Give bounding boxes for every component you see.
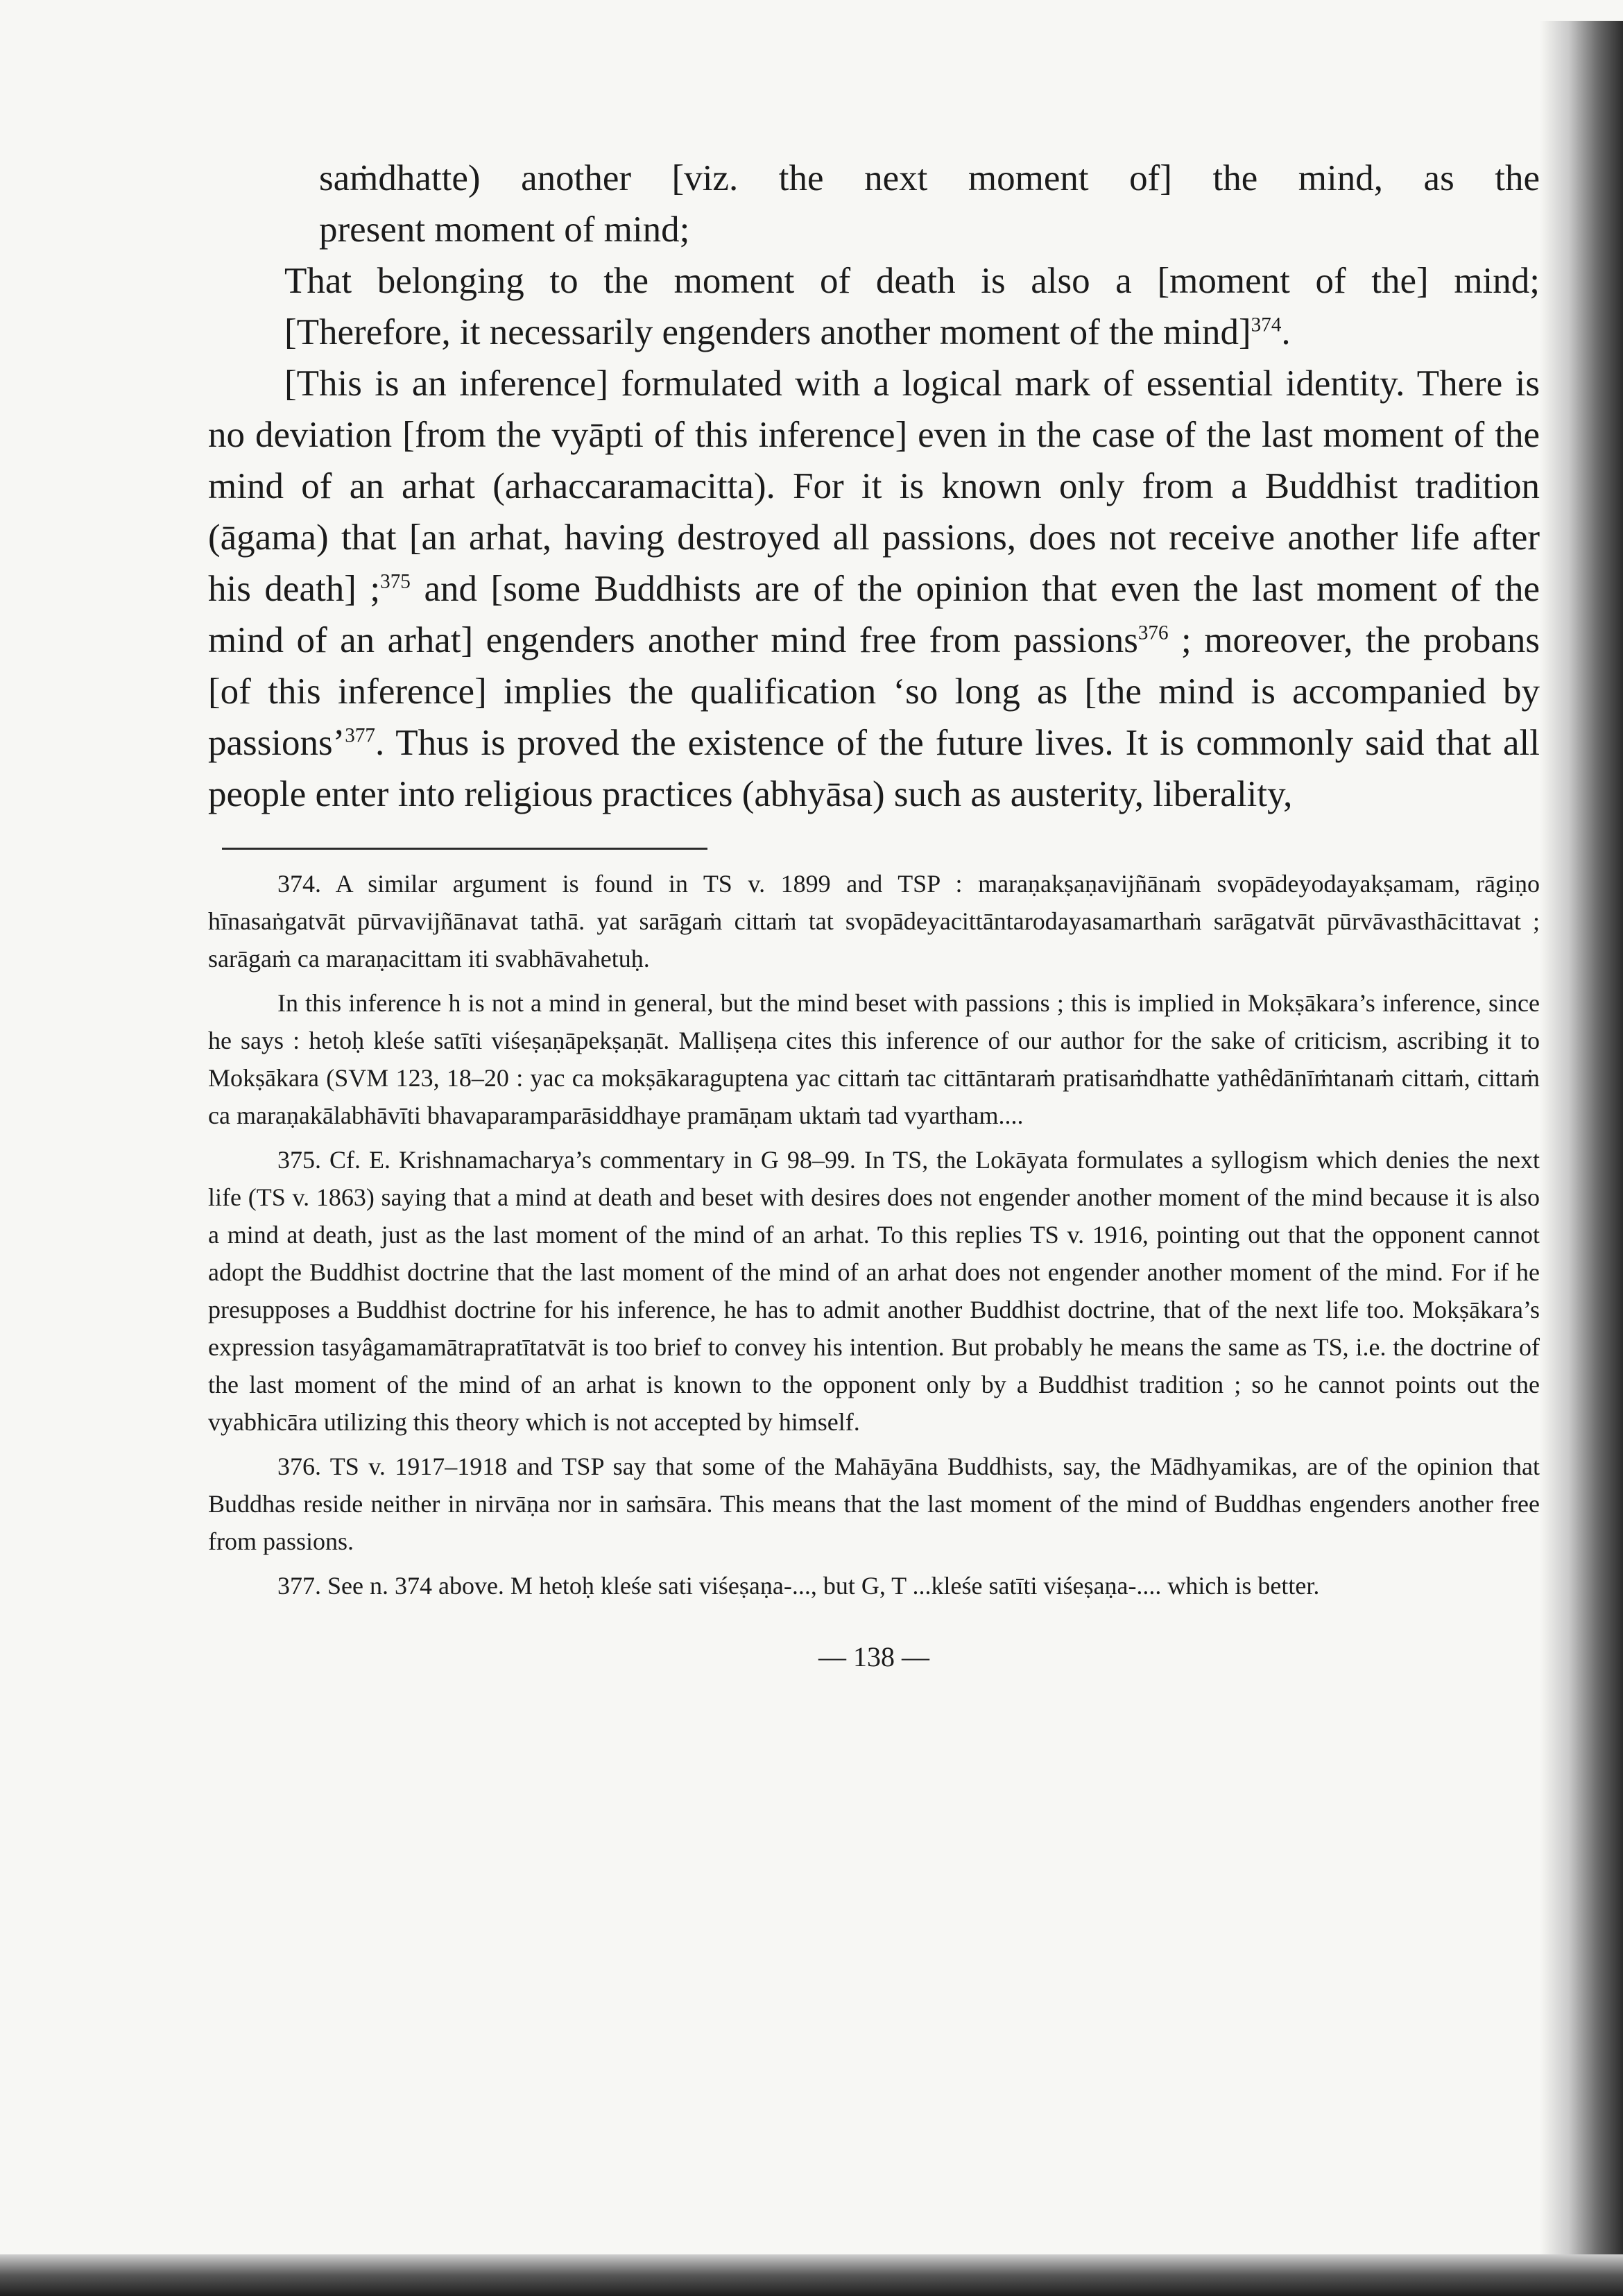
footnote-375: 375. Cf. E. Krishnamacharya’s commentary in G 98–99. In TS, the Lokāyata formulates a syllogism which denies the next life (TS v. 1863) saying that a mind at death and beset with desires does not engender another moment of the mind because it is also a mind at death, just as the last moment of the mind of an arhat. To this replies TS v. 1916, pointing out that the opponent cannot adopt the Buddhist doctrine that the last moment of the mind of an arhat does not engender another moment of the mind. For if he presupposes a Buddhist doctrine for his inference, he has to admit another Buddhist doctrine, that of the next life too. Mokṣākara’s expression tasyâgamamātrapratītatvāt is too brief to convey his intention. But probably he means the same as TS, i.e. the doctrine of the last moment of the mind of an arhat is known to the opponent only by a Buddhist tradition ; so he cannot points out the vyabhicāra utilizing this theory which is not accepted by himself. [208,1146,1540,1436]
book-spine-shadow [1540,21,1623,2254]
page-content [208,153,1540,1673]
footnote-377: 377. See n. 374 above. M hetoḥ kleśe sati viśeṣaṇa-..., but G, T ...kleśe satīti viśeṣaṇa-.... which is better. [277,1572,1320,1600]
scan-bottom-edge [0,2254,1623,2296]
main-paragraph-part-b: and [some Buddhists are of the opinion that even the last moment of the mind of an arhat] engenders another mind free from passions [208,569,1540,660]
footnote-ref-377: 377 [345,724,375,747]
text-line-3: That belonging to the moment of death is also a [moment of the] mind; [284,261,1540,301]
main-paragraph-part-c: ; moreover, the probans [of this inference] implies the qualification ‘so long as [the mind is accompanied by passions’ [208,620,1540,763]
main-paragraph-part-a: [This is an inference] formulated with a logical mark of essential identity. There is no deviation [from the vyāpti of this inference] even in the case of the last moment of the mind of an arhat (arhaccaramacitta). For it is known only from a Buddhist tradition (āgama) that [an arhat, having destroyed all passions, does not receive another life after his death] ; [208,363,1540,609]
footnote-ref-374: 374 [1251,314,1282,336]
footnote-376: 376. TS v. 1917–1918 and TSP say that some of the Mahāyāna Buddhists, say, the Mādhyamikas, are of the opinion that Buddhas reside neither in nirvāṇa nor in saṁsāra. This means that the last moment of the mind of Buddhas engenders another free from passions. [208,1453,1540,1555]
text-line-4-end: . [1281,312,1291,352]
footnote-374-continued: In this inference h is not a mind in general, but the mind beset with passions ; this is implied in Mokṣākara’s inference, since he says : hetoḥ kleśe satīti viśeṣaṇāpekṣaṇāt. Malliṣeṇa cites this inference of our author for the sake of criticism, ascribing it to Mokṣākara (SVM 123, 18–20 : yac ca mokṣākaraguptena yac cittaṁ tac cittāntaraṁ pratisaṁdhatte yathêdānīṁtanaṁ cittaṁ, cittaṁ ca maraṇakālabhāvīti bhavaparamparāsiddhaye pramāṇam uktaṁ tad vyartham.... [208,989,1540,1129]
footnote-374: 374. A similar argument is found in TS v. 1899 and TSP : maraṇakṣaṇavijñānaṁ svopādeyodayakṣamam, rāgiṇo hīnasaṅgatvāt pūrvavijñānavat tathā. yat sarāgaṁ cittaṁ tat svopādeyacittāntarodayasamarthaṁ sarāgatvāt pūrvāvasthācittavat ; sarāgaṁ ca maraṇacittam iti svabhāvahetuḥ. [208,870,1540,973]
text-line-4-main: [Therefore, it necessarily engenders another moment of the mind] [284,312,1251,352]
footnote-ref-375: 375 [380,570,411,593]
footnote-ref-376: 376 [1137,622,1169,644]
text-line-2: present moment of mind; [319,209,690,250]
main-paragraph [208,358,1540,820]
text-line-1: saṁdhatte) another [viz. the next moment of] the mind, as the [319,158,1540,198]
page-number: — 138 — [818,1641,929,1672]
main-paragraph-part-d: . Thus is proved the existence of the future lives. It is commonly said that all people enter into religious practices (abhyāsa) such as austerity, liberality, [208,723,1540,814]
text-line-4 [208,307,1540,358]
footnote-divider [222,848,707,850]
